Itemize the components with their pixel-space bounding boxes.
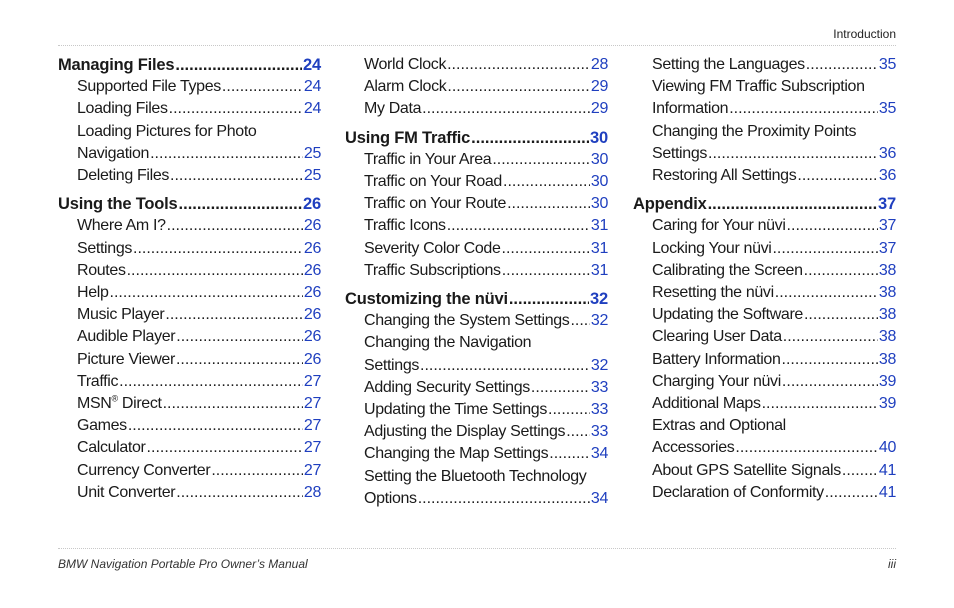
toc-entry-title — [364, 488, 417, 510]
toc-entry-line — [345, 332, 608, 354]
toc-entry-title-text: Extras and Optional — [652, 417, 786, 435]
toc-entry-title — [58, 193, 178, 215]
toc-dot-leader — [179, 193, 303, 215]
toc-entry-title-text: Help — [77, 284, 109, 302]
toc-entry[interactable] — [345, 260, 608, 282]
toc-page-link[interactable]: 29 — [590, 78, 608, 96]
footer-rule — [58, 548, 896, 549]
toc-entry-line — [633, 415, 896, 437]
toc-entry-title-text: Loading Files — [77, 100, 168, 118]
toc-page-link[interactable]: 26 — [303, 261, 321, 279]
toc-page-link[interactable]: 24 — [303, 56, 321, 74]
toc-dot-leader — [420, 355, 590, 377]
toc-entry[interactable] — [345, 377, 608, 399]
toc-dot-leader — [531, 377, 590, 399]
toc-entry-title-text: Traffic — [77, 372, 119, 390]
toc-entry-title-text: Adjusting the Display Settings — [364, 423, 566, 441]
toc-page-link[interactable]: 27 — [303, 395, 321, 413]
toc-entry-title-text: Changing the System Settings — [364, 312, 570, 330]
toc-entry-title-text: Information — [652, 100, 729, 118]
toc-entry[interactable] — [633, 437, 896, 459]
toc-entry-title-text: Restoring All Settings — [652, 167, 797, 185]
toc-page-link[interactable]: 39 — [878, 395, 896, 413]
toc-column-3 — [633, 54, 896, 504]
toc-entry-title-text: Locking Your nüvi — [652, 239, 772, 257]
toc-entry[interactable] — [633, 326, 896, 348]
toc-entry[interactable] — [58, 349, 321, 371]
toc-dot-leader — [222, 76, 303, 98]
toc-entry[interactable] — [58, 165, 321, 187]
toc-entry[interactable] — [58, 393, 321, 415]
toc-dot-leader — [176, 349, 303, 371]
toc-entry-title-text: Audible Player — [77, 328, 176, 346]
toc-entry-line — [58, 121, 321, 143]
toc-entry[interactable] — [58, 98, 321, 120]
toc-entry-title-text: Appendix — [633, 195, 707, 214]
toc-entry-line — [633, 121, 896, 143]
toc-page-link[interactable]: 27 — [303, 439, 321, 457]
toc-dot-leader — [566, 421, 590, 443]
toc-dot-leader — [775, 282, 878, 304]
toc-entry-title — [77, 349, 175, 371]
toc-page-link[interactable]: 36 — [878, 167, 896, 185]
toc-entry-title-text: Clearing User Data — [652, 328, 782, 346]
toc-page-link[interactable]: 31 — [590, 239, 608, 257]
toc-entry-title-text: Setting the Languages — [652, 56, 805, 73]
toc-entry-title-text: Declaration of Conformity — [652, 483, 824, 501]
toc-page-link[interactable]: 41 — [878, 461, 896, 479]
toc-entry-title-text: MSN — [77, 395, 112, 413]
toc-dot-leader — [422, 98, 590, 120]
toc-entry[interactable] — [345, 355, 608, 377]
toc-page-link[interactable]: 28 — [303, 483, 321, 501]
toc-page-link[interactable]: 27 — [303, 461, 321, 479]
toc-entry-title — [652, 326, 782, 348]
toc-dot-leader — [772, 238, 877, 260]
toc-entry[interactable] — [58, 415, 321, 437]
toc-dot-leader — [729, 98, 878, 120]
toc-entry[interactable] — [345, 310, 608, 332]
toc-entry-title — [652, 393, 761, 415]
toc-entry-title-text: Options — [364, 489, 417, 507]
toc-entry-title — [652, 143, 707, 165]
toc-entry-line — [633, 76, 896, 98]
toc-entry[interactable] — [345, 421, 608, 443]
toc-entry[interactable] — [345, 443, 608, 465]
toc-dot-leader — [804, 304, 878, 326]
toc-dot-leader — [735, 437, 877, 459]
toc-entry-title-text: Unit Converter — [77, 483, 176, 501]
toc-entry-title — [77, 415, 127, 437]
toc-entry-title-text: Settings — [77, 239, 133, 257]
toc-entry[interactable] — [633, 215, 896, 237]
toc-page-link[interactable]: 29 — [590, 100, 608, 118]
toc-entry-title-text: Battery Information — [652, 350, 781, 368]
toc-entry-title — [364, 193, 506, 215]
toc-entry-title-text: Loading Pictures for Photo — [77, 122, 257, 140]
toc-page-link[interactable]: 38 — [878, 328, 896, 346]
toc-entry[interactable] — [58, 304, 321, 326]
toc-entry-title — [652, 260, 803, 282]
toc-entry-title — [364, 260, 501, 282]
toc-entry-title-text: Setting the Bluetooth Technology — [364, 467, 587, 485]
toc-page-link[interactable]: 28 — [590, 56, 608, 73]
toc-section-entry[interactable] — [345, 127, 608, 149]
footer-page-number: iii — [888, 557, 896, 571]
toc-entry[interactable] — [345, 488, 608, 510]
toc-entry-title-text: Traffic on Your Route — [364, 195, 507, 213]
toc-entry-title-text: Navigation — [77, 144, 150, 162]
toc-entry-title-text: Supported File Types — [77, 78, 221, 96]
toc-dot-leader — [509, 288, 589, 310]
toc-entry[interactable] — [345, 193, 608, 215]
toc-page-link[interactable]: 33 — [590, 378, 608, 396]
toc-dot-leader — [708, 193, 877, 215]
toc-column-2 — [345, 54, 608, 510]
toc-entry-title — [77, 121, 256, 143]
toc-entry-title — [633, 193, 707, 215]
toc-entry[interactable] — [58, 260, 321, 282]
toc-entry[interactable] — [633, 260, 896, 282]
toc-entry-title-text: World Clock — [364, 56, 447, 73]
toc-entry-title — [364, 332, 531, 354]
toc-page-link[interactable]: 25 — [303, 144, 321, 162]
toc-page-link[interactable]: 26 — [303, 217, 321, 235]
toc-dot-leader — [447, 54, 590, 76]
toc-entry-title — [77, 460, 210, 482]
toc-entry-title-text: Resetting the nüvi — [652, 284, 774, 302]
toc-entry-title — [652, 165, 796, 187]
toc-entry[interactable] — [633, 460, 896, 482]
toc-entry-title-text: Caring for Your nüvi — [652, 217, 786, 235]
toc-page-link[interactable]: 37 — [878, 239, 896, 257]
toc-entry-title — [345, 288, 508, 310]
toc-entry-title-text: Calibrating the Screen — [652, 261, 803, 279]
toc-entry-title — [652, 371, 781, 393]
toc-entry-title-text: My Data — [364, 100, 422, 118]
toc-page-link[interactable]: 24 — [303, 78, 321, 96]
toc-entry-title — [364, 149, 491, 171]
toc-dot-leader — [127, 260, 303, 282]
toc-entry-title — [364, 98, 421, 120]
toc-page-link[interactable]: 31 — [590, 261, 608, 279]
toc-page-link[interactable]: 35 — [878, 100, 896, 118]
toc-entry[interactable] — [633, 98, 896, 120]
toc-dot-leader — [119, 371, 303, 393]
toc-dot-leader — [708, 143, 878, 165]
toc-dot-leader — [128, 415, 303, 437]
toc-entry[interactable] — [58, 437, 321, 459]
toc-page-link[interactable]: 39 — [878, 372, 896, 390]
toc-page-link[interactable]: 38 — [878, 284, 896, 302]
toc-entry[interactable] — [633, 349, 896, 371]
toc-entry-title — [77, 326, 175, 348]
toc-entry-title — [77, 282, 109, 304]
toc-entry-title — [77, 98, 168, 120]
toc-entry[interactable] — [345, 149, 608, 171]
toc-entry-title-text: Managing Files — [58, 56, 175, 74]
toc-section-entry[interactable] — [633, 193, 896, 215]
toc-page-link[interactable]: 32 — [590, 312, 608, 330]
toc-entry-title — [652, 460, 841, 482]
toc-entry[interactable] — [633, 482, 896, 504]
toc-entry-title — [364, 238, 501, 260]
toc-page-link[interactable]: 37 — [878, 195, 896, 214]
toc-dot-leader — [110, 282, 303, 304]
toc-entry-title-text: Using FM Traffic — [345, 128, 471, 147]
toc-entry-title-text: Currency Converter — [77, 461, 211, 479]
toc-entry-title — [364, 421, 565, 443]
toc-entry-title — [652, 437, 734, 459]
toc-entry-title — [364, 399, 547, 421]
toc-entry-title — [77, 393, 162, 415]
toc-dot-leader — [133, 238, 303, 260]
toc-entry-title-text: Customizing the nüvi — [345, 290, 508, 309]
toc-entry-title — [652, 238, 771, 260]
toc-entry[interactable] — [633, 54, 896, 76]
toc-page-link[interactable]: 30 — [590, 128, 608, 147]
toc-entry-title — [364, 443, 548, 465]
toc-entry-title-text: Adding Security Settings — [364, 378, 530, 396]
toc-entry-title-text: Routes — [77, 261, 126, 279]
toc-entry-title — [364, 54, 446, 76]
running-head: Introduction — [833, 27, 896, 41]
toc-entry-title — [77, 76, 221, 98]
toc-section-entry[interactable] — [58, 193, 321, 215]
toc-page-link[interactable]: 30 — [590, 173, 608, 191]
toc-entry-title-text: Picture Viewer — [77, 350, 175, 368]
toc-entry-title-text: Traffic Icons — [364, 217, 446, 235]
toc-entry-title-text: Additional Maps — [652, 395, 761, 413]
toc-dot-leader — [502, 238, 590, 260]
toc-entry-title-text: About GPS Satellite Signals — [652, 461, 841, 479]
toc-dot-leader — [842, 460, 878, 482]
toc-dot-leader — [825, 482, 878, 504]
toc-page-link[interactable]: 25 — [303, 167, 321, 185]
toc-dot-leader — [782, 349, 878, 371]
toc-entry[interactable] — [58, 482, 321, 504]
toc-entry-title-text: Games — [77, 417, 127, 435]
toc-entry-title — [364, 215, 446, 237]
toc-dot-leader — [167, 215, 303, 237]
toc-entry-title-text: Traffic on Your Road — [364, 173, 502, 191]
toc-entry-title-text: Viewing FM Traffic Subscription — [652, 78, 865, 96]
toc-page-link[interactable]: 38 — [878, 350, 896, 368]
toc-dot-leader — [211, 460, 303, 482]
toc-page-link[interactable]: 41 — [878, 483, 896, 501]
toc-entry-title-text: Accessories — [652, 439, 735, 457]
toc-dot-leader — [804, 260, 878, 282]
footer-manual-title: BMW Navigation Portable Pro Owner’s Manual — [58, 557, 308, 571]
toc-entry-title — [364, 355, 419, 377]
toc-page-link[interactable]: 34 — [590, 489, 608, 507]
toc-entry[interactable] — [633, 393, 896, 415]
toc-page-link[interactable]: 26 — [303, 350, 321, 368]
toc-page-link[interactable]: 30 — [590, 195, 608, 213]
toc-entry[interactable] — [633, 282, 896, 304]
toc-entry-title — [652, 282, 774, 304]
toc-entry[interactable] — [345, 399, 608, 421]
toc-page-link[interactable]: 34 — [590, 445, 608, 463]
toc-page-link[interactable]: 37 — [878, 217, 896, 235]
toc-entry[interactable] — [58, 76, 321, 98]
toc-page-link[interactable]: 26 — [303, 328, 321, 346]
toc-entry[interactable] — [345, 215, 608, 237]
toc-entry-title-text: Severity Color Code — [364, 239, 501, 257]
toc-section-entry[interactable] — [345, 288, 608, 310]
toc-entry-title-text: Changing the Map Settings — [364, 445, 549, 463]
toc-entry[interactable] — [633, 304, 896, 326]
toc-entry-title — [77, 215, 166, 237]
toc-entry[interactable] — [345, 238, 608, 260]
toc-dot-leader — [471, 127, 589, 149]
toc-entry[interactable] — [345, 171, 608, 193]
toc-dot-leader — [175, 54, 302, 76]
toc-entry[interactable] — [58, 238, 321, 260]
toc-page-link[interactable]: 35 — [878, 56, 896, 73]
toc-entry-title — [652, 304, 803, 326]
toc-entry-title — [77, 304, 164, 326]
toc-entry-title — [77, 437, 146, 459]
toc-page-link[interactable]: 38 — [878, 261, 896, 279]
toc-entry-title-text: Settings — [364, 356, 420, 374]
toc-dot-leader — [492, 149, 590, 171]
toc-page-link[interactable]: 26 — [303, 306, 321, 324]
toc-entry-title — [345, 127, 470, 149]
toc-entry-title — [58, 54, 174, 76]
toc-dot-leader — [787, 215, 878, 237]
toc-entry-title — [652, 98, 728, 120]
toc-entry[interactable] — [58, 215, 321, 237]
toc-entry[interactable] — [633, 371, 896, 393]
toc-page-link[interactable]: 26 — [303, 284, 321, 302]
toc-entry-title-text: Deleting Files — [77, 167, 170, 185]
header-rule — [58, 45, 896, 46]
toc-dot-leader — [548, 399, 590, 421]
toc-dot-leader — [447, 215, 590, 237]
toc-dot-leader — [507, 193, 590, 215]
toc-entry-title-text: Music Player — [77, 306, 165, 324]
toc-page-link[interactable]: 32 — [590, 356, 608, 374]
toc-dot-leader — [782, 371, 878, 393]
toc-entry-title-text: Using the Tools — [58, 195, 178, 214]
toc-entry-title — [77, 165, 169, 187]
toc-entry[interactable] — [345, 76, 608, 98]
toc-entry-title-text: Updating the Time Settings — [364, 401, 548, 419]
toc-entry-title — [364, 310, 569, 332]
registered-mark: ® — [111, 393, 118, 404]
toc-entry-title — [77, 260, 126, 282]
toc-entry-title — [652, 76, 865, 98]
toc-dot-leader — [447, 76, 590, 98]
toc-entry-title — [652, 54, 805, 76]
toc-entry-title-text: Where Am I? — [77, 217, 166, 235]
toc-entry-title — [364, 377, 530, 399]
toc-column-1 — [58, 54, 321, 504]
toc-page-link[interactable]: 31 — [590, 217, 608, 235]
toc-dot-leader — [806, 54, 878, 76]
toc-dot-leader — [418, 488, 590, 510]
toc-entry-title-text: Charging Your nüvi — [652, 372, 781, 390]
toc-entry[interactable] — [633, 143, 896, 165]
toc-entry[interactable] — [58, 143, 321, 165]
toc-page-link[interactable]: 24 — [303, 100, 321, 118]
toc-entry-title — [77, 143, 149, 165]
toc-entry-title — [652, 215, 786, 237]
toc-entry-line — [345, 466, 608, 488]
toc-entry[interactable] — [345, 54, 608, 76]
toc-dot-leader — [163, 393, 303, 415]
toc-entry-title — [652, 349, 781, 371]
toc-entry-title-suffix: Direct — [117, 395, 162, 413]
toc-entry-title-text: Updating the Software — [652, 306, 803, 324]
toc-entry-title — [77, 371, 118, 393]
toc-page-link[interactable]: 26 — [303, 195, 321, 214]
toc-page-link[interactable]: 30 — [590, 150, 608, 168]
toc-dot-leader — [150, 143, 303, 165]
toc-dot-leader — [570, 310, 589, 332]
toc-entry-title-text: Changing the Proximity Points — [652, 122, 857, 140]
toc-entry[interactable] — [58, 460, 321, 482]
toc-entry-title-text: Traffic Subscriptions — [364, 261, 501, 279]
toc-page-link[interactable]: 27 — [303, 417, 321, 435]
toc-page-link[interactable]: 36 — [878, 144, 896, 162]
toc-entry-title-text: Changing the Navigation — [364, 334, 532, 352]
toc-entry-title-text: Settings — [652, 144, 708, 162]
toc-entry-title — [652, 121, 856, 143]
toc-section-entry[interactable] — [58, 54, 321, 76]
toc-dot-leader — [147, 437, 303, 459]
toc-page-link[interactable]: 33 — [590, 401, 608, 419]
toc-page-link[interactable]: 40 — [878, 439, 896, 457]
toc-entry-title — [652, 482, 824, 504]
toc-dot-leader — [170, 165, 303, 187]
toc-entry-title-text: Alarm Clock — [364, 78, 447, 96]
toc-entry[interactable] — [58, 371, 321, 393]
toc-dot-leader — [169, 98, 303, 120]
toc-entry[interactable] — [58, 282, 321, 304]
toc-entry-title — [77, 238, 132, 260]
toc-page-link[interactable]: 26 — [303, 239, 321, 257]
toc-dot-leader — [502, 260, 590, 282]
toc-page-link[interactable]: 38 — [878, 306, 896, 324]
toc-dot-leader — [549, 443, 590, 465]
toc-dot-leader — [176, 326, 303, 348]
toc-page-link[interactable]: 33 — [590, 423, 608, 441]
toc-entry[interactable] — [58, 326, 321, 348]
toc-entry-title — [77, 482, 175, 504]
toc-dot-leader — [797, 165, 878, 187]
toc-page-link[interactable]: 32 — [590, 290, 608, 309]
toc-dot-leader — [176, 482, 303, 504]
toc-entry[interactable] — [633, 165, 896, 187]
toc-entry-title — [652, 415, 786, 437]
toc-entry[interactable] — [345, 98, 608, 120]
toc-dot-leader — [783, 326, 878, 348]
toc-entry-title — [364, 171, 502, 193]
toc-entry-title — [364, 466, 586, 488]
toc-dot-leader — [165, 304, 303, 326]
toc-dot-leader — [503, 171, 590, 193]
toc-entry-title-text: Calculator — [77, 439, 146, 457]
toc-dot-leader — [762, 393, 878, 415]
toc-entry-title-text: Traffic in Your Area — [364, 150, 492, 168]
toc-entry-title — [364, 76, 446, 98]
toc-entry[interactable] — [633, 238, 896, 260]
toc-page-link[interactable]: 27 — [303, 372, 321, 390]
